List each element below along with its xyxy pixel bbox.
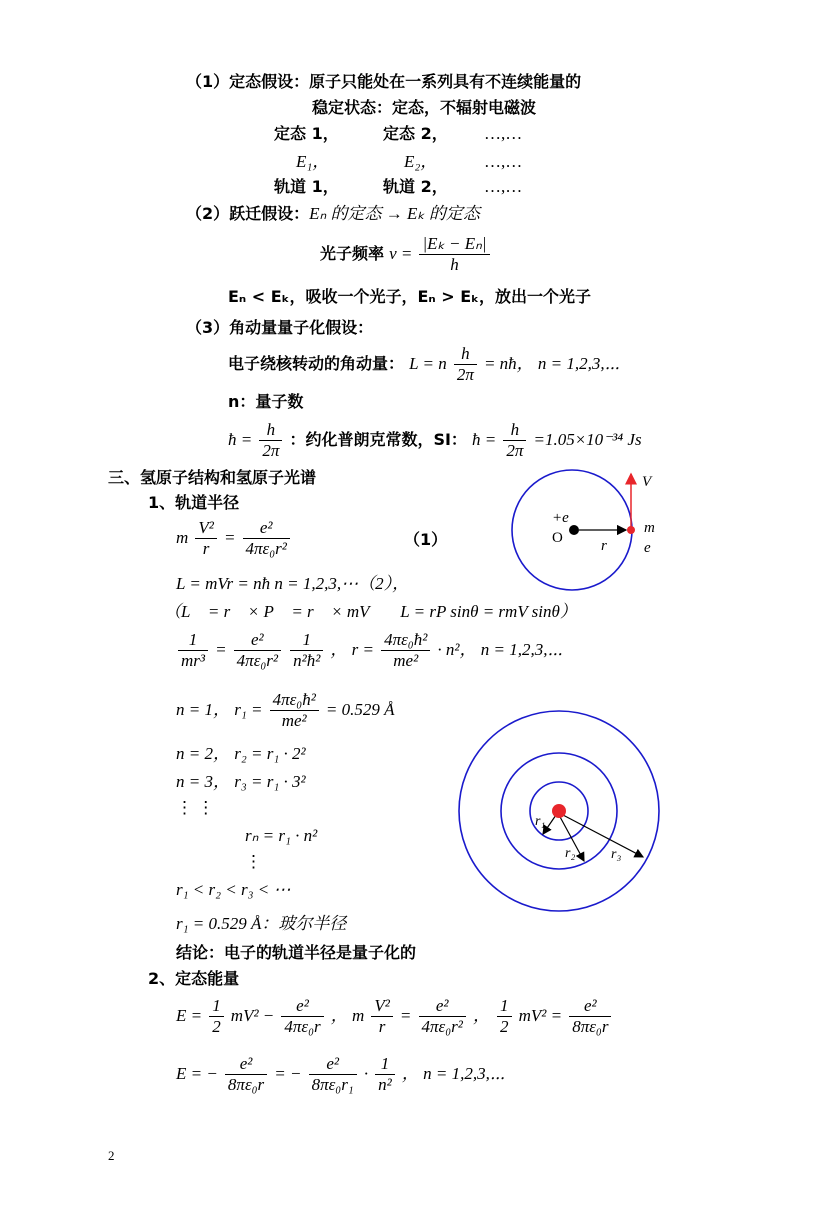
eq11-fraction-5 <box>497 996 512 1037</box>
equation-6: n = 2， r₂ = r₁ · 2² <box>176 744 306 763</box>
equation-8: rₙ = r₁ · n² <box>245 826 318 845</box>
orbit-1-label: 轨道 1， <box>274 177 339 196</box>
angular-momentum-label: 电子绕核转动的角动量： <box>228 354 405 373</box>
eq12-equals: = − <box>274 1064 302 1083</box>
eq12-lhs: E = − <box>176 1064 218 1083</box>
photon-frequency-equation <box>320 234 492 275</box>
nucleus-charge-label: +e <box>552 510 569 526</box>
angular-momentum-rhs: = nħ， n = 1,2,3,⋯ <box>483 354 620 373</box>
subsection-orbit-radius: 1、轨道半径 <box>148 493 240 512</box>
absorb-emit-rule: Eₙ < Eₖ，吸收一个光子，Eₙ > Eₖ，放出一个光子 <box>228 287 591 306</box>
hbar-fraction-2 <box>503 420 526 461</box>
origin-label: O <box>552 530 563 546</box>
eq11-fraction-4 <box>419 996 466 1037</box>
eq12-f1-numerator: e² <box>225 1054 267 1075</box>
eq11-f1-numerator: 1 <box>209 996 224 1017</box>
eq4-f2-denominator: 4πε₀r² <box>236 651 279 670</box>
eq11-f2-denominator: 4πε₀r <box>284 1017 321 1036</box>
hbar-fraction <box>259 420 282 461</box>
eq11-equals: = <box>399 1006 412 1025</box>
page-number: 2 <box>108 1148 115 1163</box>
equation-7: n = 3， r₃ = r₁ · 3² <box>176 772 306 791</box>
vertical-dots-2: ⋮ <box>245 852 262 871</box>
equation-1-tag: （1） <box>404 530 448 549</box>
eq12-fraction-3 <box>375 1054 395 1095</box>
equation-12 <box>176 1054 505 1095</box>
hbar-lhs: ħ = <box>228 430 253 449</box>
eq1-f2-numerator: e² <box>243 518 290 539</box>
eq4-f4-denominator: me² <box>393 651 419 670</box>
eq4-fraction-3 <box>290 630 323 671</box>
equation-5 <box>176 690 395 731</box>
electron-charge-label: e <box>644 540 651 556</box>
hbar-denominator: 2π <box>262 441 280 460</box>
eq12-f2-numerator: e² <box>309 1054 357 1075</box>
eq4-fraction-4 <box>381 630 430 671</box>
hbar-value: =1.05×10⁻³⁴ Js <box>533 430 642 449</box>
eq11-lhs: E = <box>176 1006 203 1025</box>
hbar-denominator-2: 2π <box>506 441 524 460</box>
atom-orbit-diagram <box>500 462 700 612</box>
eq11-fraction-3 <box>371 996 392 1037</box>
frequency-lhs: ν = <box>389 244 413 263</box>
postulate-1-continued: 稳定状态：定态，不辐射电磁波 <box>312 98 537 117</box>
eq4-f3-numerator: 1 <box>290 630 323 651</box>
angular-momentum-numerator: h <box>454 344 477 365</box>
eq11-f3-denominator: r <box>378 1017 386 1036</box>
postulate-3-title: （3）角动量量子化假设： <box>186 318 374 337</box>
energy-1-label: E₁， <box>296 152 330 171</box>
hbar-numerator: h <box>259 420 282 441</box>
eq12-f2-denominator: 8πε₀r₁ <box>311 1075 354 1094</box>
photon-frequency-label: 光子频率 <box>320 244 385 263</box>
eq1-fraction-2 <box>243 518 290 559</box>
eq12-f3-numerator: 1 <box>375 1054 395 1075</box>
eq4-fraction-1 <box>178 630 208 671</box>
equation-1 <box>176 518 292 559</box>
angular-momentum-denominator: 2π <box>456 365 474 384</box>
equation-11 <box>176 996 613 1037</box>
eq1-f1-denominator: r <box>202 539 210 558</box>
radius-vector-label: r⃗ <box>601 538 619 554</box>
postulate-2-title: （2）跃迁假设： <box>186 204 310 223</box>
concentric-orbits-diagram <box>455 705 665 915</box>
eq5-lhs: n = 1， r₁ = <box>176 700 263 719</box>
conclusion: 结论：电子的轨道半径是量子化的 <box>176 943 417 962</box>
eq4-f1-denominator: mr³ <box>181 651 205 670</box>
eq11-f4-denominator: 4πε₀r² <box>421 1017 463 1036</box>
electron-mass-label: m <box>644 520 655 536</box>
eq11-f6-numerator: e² <box>569 996 611 1017</box>
section-3-title: 三、氢原子结构和氢原子光谱 <box>108 468 317 487</box>
eq1-fraction-1 <box>195 518 216 559</box>
eq5-rhs: = 0.529 Å <box>325 700 395 719</box>
eq5-denominator: me² <box>281 711 307 730</box>
hbar-definition <box>228 420 642 461</box>
equation-4 <box>176 630 563 671</box>
eq11-sep-2: ， <box>472 1006 490 1025</box>
equation-10: r₁ = 0.529 Å：玻尔半径 <box>176 914 347 933</box>
eq4-equals: = <box>215 640 227 659</box>
eq1-m: m <box>176 528 189 547</box>
eq11-fraction-6 <box>569 996 611 1037</box>
frequency-numerator: |Eₖ − Eₙ| <box>419 234 489 255</box>
angular-momentum-fraction <box>454 344 477 385</box>
radius-1-label: r₁ <box>535 814 546 829</box>
hbar-text: ：约化普朗克常数，SI： <box>289 430 467 449</box>
eq5-fraction <box>270 690 319 731</box>
energy-ellipsis: …,… <box>484 152 523 171</box>
state-1-label: 定态 1， <box>274 124 339 143</box>
vertical-dots-1: ⋮ ⋮ <box>176 798 215 817</box>
postulate-1-title: （1）定态假设：原子只能处在一系列具有不连续能量的 <box>186 72 582 91</box>
equation-2: L = mVr = nħ n = 1,2,3,⋯（2）， <box>176 574 410 593</box>
subsection-stationary-energy: 2、定态能量 <box>148 969 240 988</box>
eq11-fraction-2 <box>281 996 323 1037</box>
hbar-lhs-2: ħ = <box>472 430 497 449</box>
frequency-denominator: h <box>450 255 459 274</box>
nucleus-dot <box>569 525 579 535</box>
eq4-f4-numerator: 4πε₀ħ² <box>381 630 430 651</box>
eq11-f2-numerator: e² <box>281 996 323 1017</box>
eq11-f5-denominator: 2 <box>500 1017 509 1036</box>
quantum-number-label: n：量子数 <box>228 392 304 411</box>
eq11-f6-denominator: 8πε₀r <box>572 1017 609 1036</box>
eq12-fraction-1 <box>225 1054 267 1095</box>
state-2-label: 定态 2， <box>383 124 448 143</box>
eq11-fraction-1 <box>209 996 224 1037</box>
eq12-dot: · <box>363 1064 369 1083</box>
nucleus-dot <box>552 804 566 818</box>
radius-2-label: r₂ <box>565 846 576 861</box>
eq1-equals: = <box>223 528 236 547</box>
equation-3: （L⃗ = r⃗ × P⃗ = r⃗ × mV⃗， L = rP sinθ = rmV sinθ） <box>164 602 577 621</box>
angular-momentum-lhs: L = n <box>409 354 447 373</box>
eq4-mid: ， r = <box>330 640 374 659</box>
eq11-mid: mV² − <box>230 1006 275 1025</box>
transition-text: Eₙ 的定态 → Eₖ 的定态 <box>309 204 480 223</box>
eq1-f1-numerator: V² <box>195 518 216 539</box>
eq4-f2-numerator: e² <box>234 630 281 651</box>
electron-dot <box>627 526 635 534</box>
eq12-f1-denominator: 8πε₀r <box>227 1075 265 1094</box>
eq11-f5-numerator: 1 <box>497 996 512 1017</box>
frequency-fraction <box>419 234 489 275</box>
radius-3-label: r₃ <box>611 847 622 862</box>
hbar-numerator-2: h <box>503 420 526 441</box>
eq4-tail: · n²， n = 1,2,3,⋯ <box>437 640 563 659</box>
eq4-fraction-2 <box>234 630 281 671</box>
postulate-2-line <box>186 204 480 224</box>
eq12-f3-denominator: n² <box>378 1075 392 1094</box>
orbit-ellipsis: …,… <box>484 177 523 196</box>
energy-2-label: E₂， <box>404 152 438 171</box>
orbit-2-label: 轨道 2， <box>383 177 448 196</box>
eq11-f1-denominator: 2 <box>212 1017 221 1036</box>
equation-9: r₁ < r₂ < r₃ < ⋯ <box>176 880 291 899</box>
eq11-mid-2: mV² = <box>518 1006 563 1025</box>
angular-momentum-equation <box>228 344 620 385</box>
eq1-f2-denominator: 4πε₀r² <box>245 539 287 558</box>
state-ellipsis: …,… <box>484 124 523 143</box>
eq11-f3-numerator: V² <box>371 996 392 1017</box>
eq11-f4-numerator: e² <box>419 996 466 1017</box>
eq4-f1-numerator: 1 <box>178 630 208 651</box>
eq5-numerator: 4πε₀ħ² <box>270 690 319 711</box>
velocity-vector-label: V⃗ <box>642 474 663 490</box>
eq12-fraction-2 <box>309 1054 357 1095</box>
eq4-f3-denominator: n²ħ² <box>293 651 321 670</box>
eq11-sep: ， m <box>330 1006 365 1025</box>
eq12-tail: ， n = 1,2,3,⋯ <box>401 1064 506 1083</box>
